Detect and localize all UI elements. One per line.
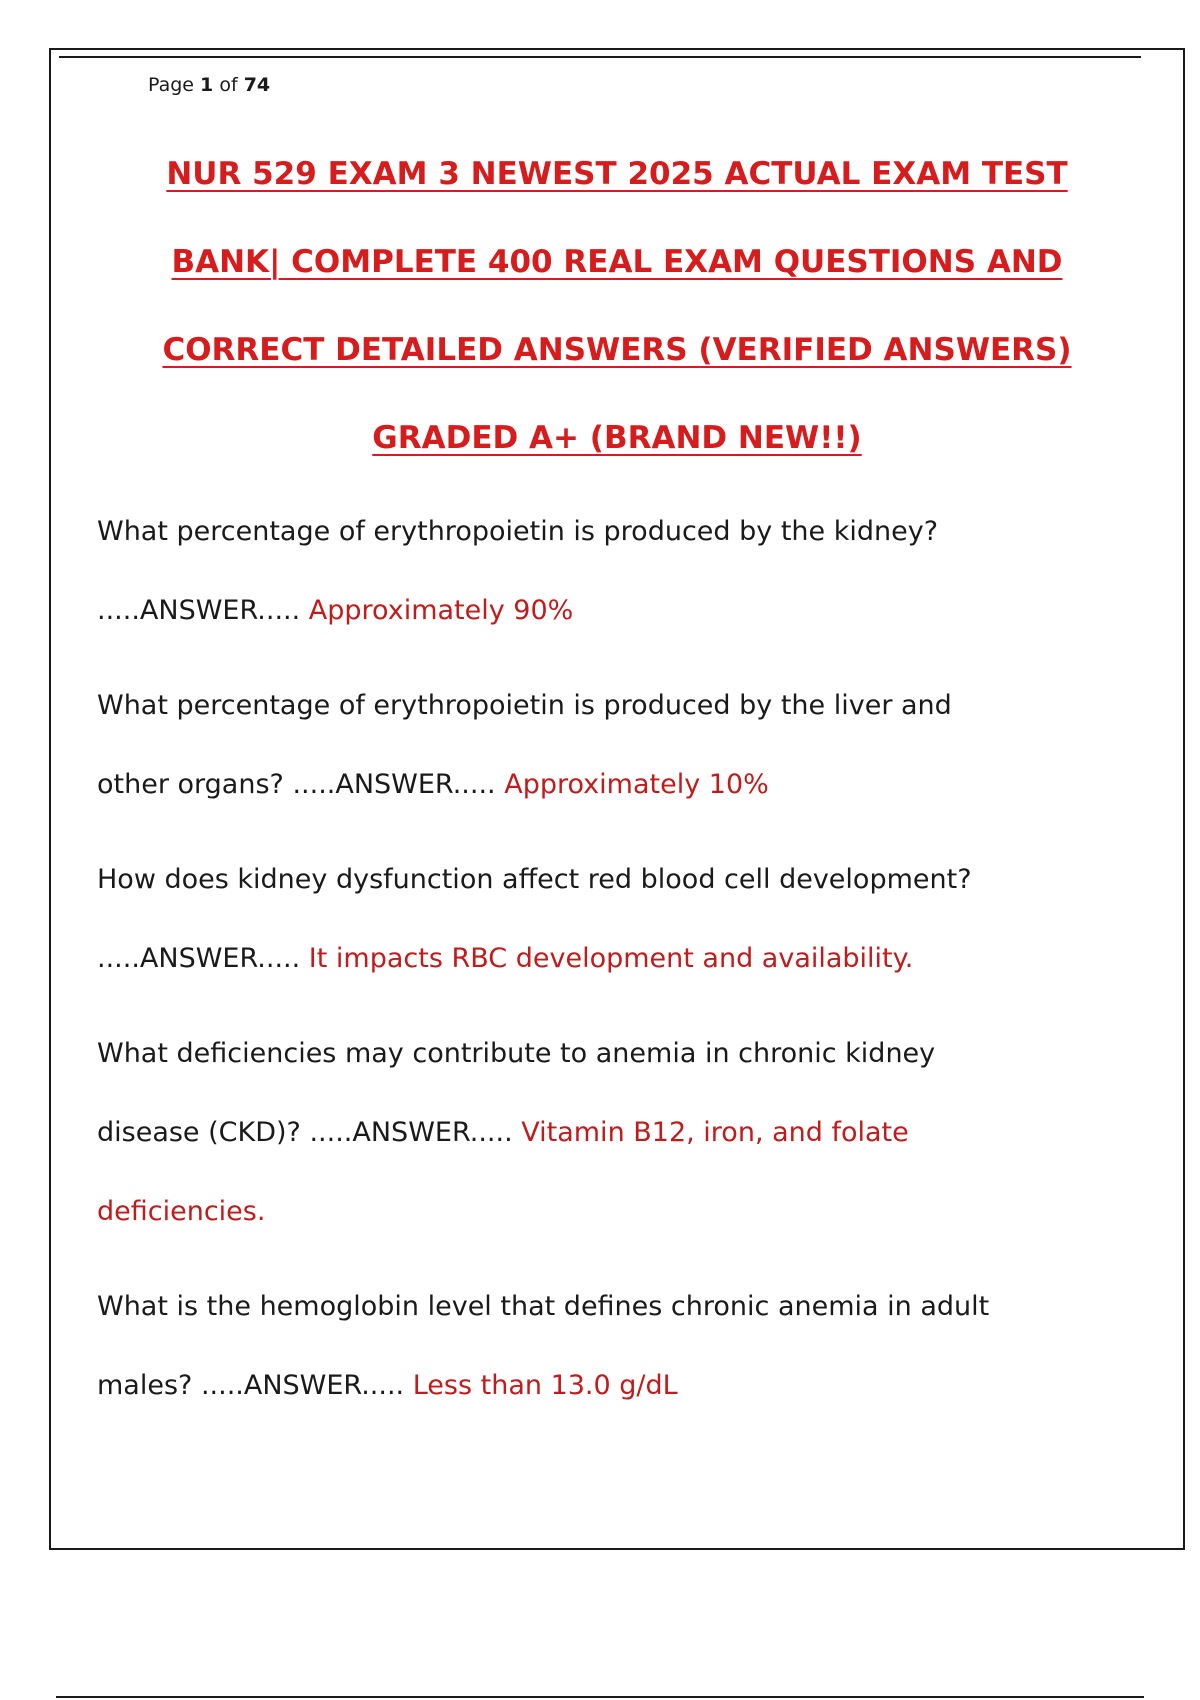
answer-marker: .....ANSWER..... [97, 943, 301, 974]
answer-marker: .....ANSWER..... [292, 769, 496, 800]
question-text-continued: other organs? [97, 769, 284, 800]
page-current: 1 [200, 74, 214, 96]
question-text: What percentage of erythropoietin is produced by the kidney? [97, 516, 939, 547]
answer-text: Approximately 90% [308, 595, 574, 626]
question-text: What deficiencies may contribute to anemia in chronic kidney [97, 1038, 936, 1069]
answer-text: Vitamin B12, iron, and folate [521, 1117, 909, 1148]
question-text-continued: disease (CKD)? [97, 1117, 301, 1148]
question-text: What is the hemoglobin level that defines chronic anemia in adult [97, 1291, 990, 1322]
answer-marker: .....ANSWER..... [97, 595, 301, 626]
answer-line [97, 571, 1097, 650]
page-number [148, 74, 270, 96]
question-text: What percentage of erythropoietin is produced by the liver and [97, 690, 952, 721]
answer-line [97, 1346, 1097, 1425]
qa-item [97, 492, 1097, 650]
qa-item [97, 1267, 1097, 1425]
title-line-1: NUR 529 EXAM 3 NEWEST 2025 ACTUAL EXAM TEST [166, 156, 1068, 192]
title-line-3: CORRECT DETAILED ANSWERS (VERIFIED ANSWERS) [162, 332, 1072, 368]
page-of-label: of [219, 74, 238, 96]
answer-text: It impacts RBC development and availability. [308, 943, 914, 974]
answer-line [97, 1093, 1097, 1172]
answer-marker: .....ANSWER..... [309, 1117, 513, 1148]
qa-item [97, 1014, 1097, 1251]
qa-item [97, 666, 1097, 824]
question-text-continued: males? [97, 1370, 193, 1401]
qa-list [97, 492, 1097, 1441]
answer-marker: .....ANSWER..... [200, 1370, 405, 1401]
title-line-4: GRADED A+ (BRAND NEW!!) [372, 420, 862, 456]
page-total: 74 [243, 74, 271, 96]
title-line-2: BANK| COMPLETE 400 REAL EXAM QUESTIONS AND [171, 244, 1063, 280]
qa-item [97, 840, 1097, 998]
answer-line [97, 745, 1097, 824]
answer-text: Less than 13.0 g/dL [412, 1370, 678, 1401]
answer-line [97, 919, 1097, 998]
document-title [111, 130, 1123, 482]
bottom-rule [56, 1696, 1144, 1698]
answer-text: Approximately 10% [504, 769, 769, 800]
page-label: Page [148, 74, 194, 96]
question-text: How does kidney dysfunction affect red blood cell development? [97, 864, 972, 895]
top-rule [59, 56, 1141, 58]
answer-text-continued: deficiencies. [97, 1196, 266, 1227]
